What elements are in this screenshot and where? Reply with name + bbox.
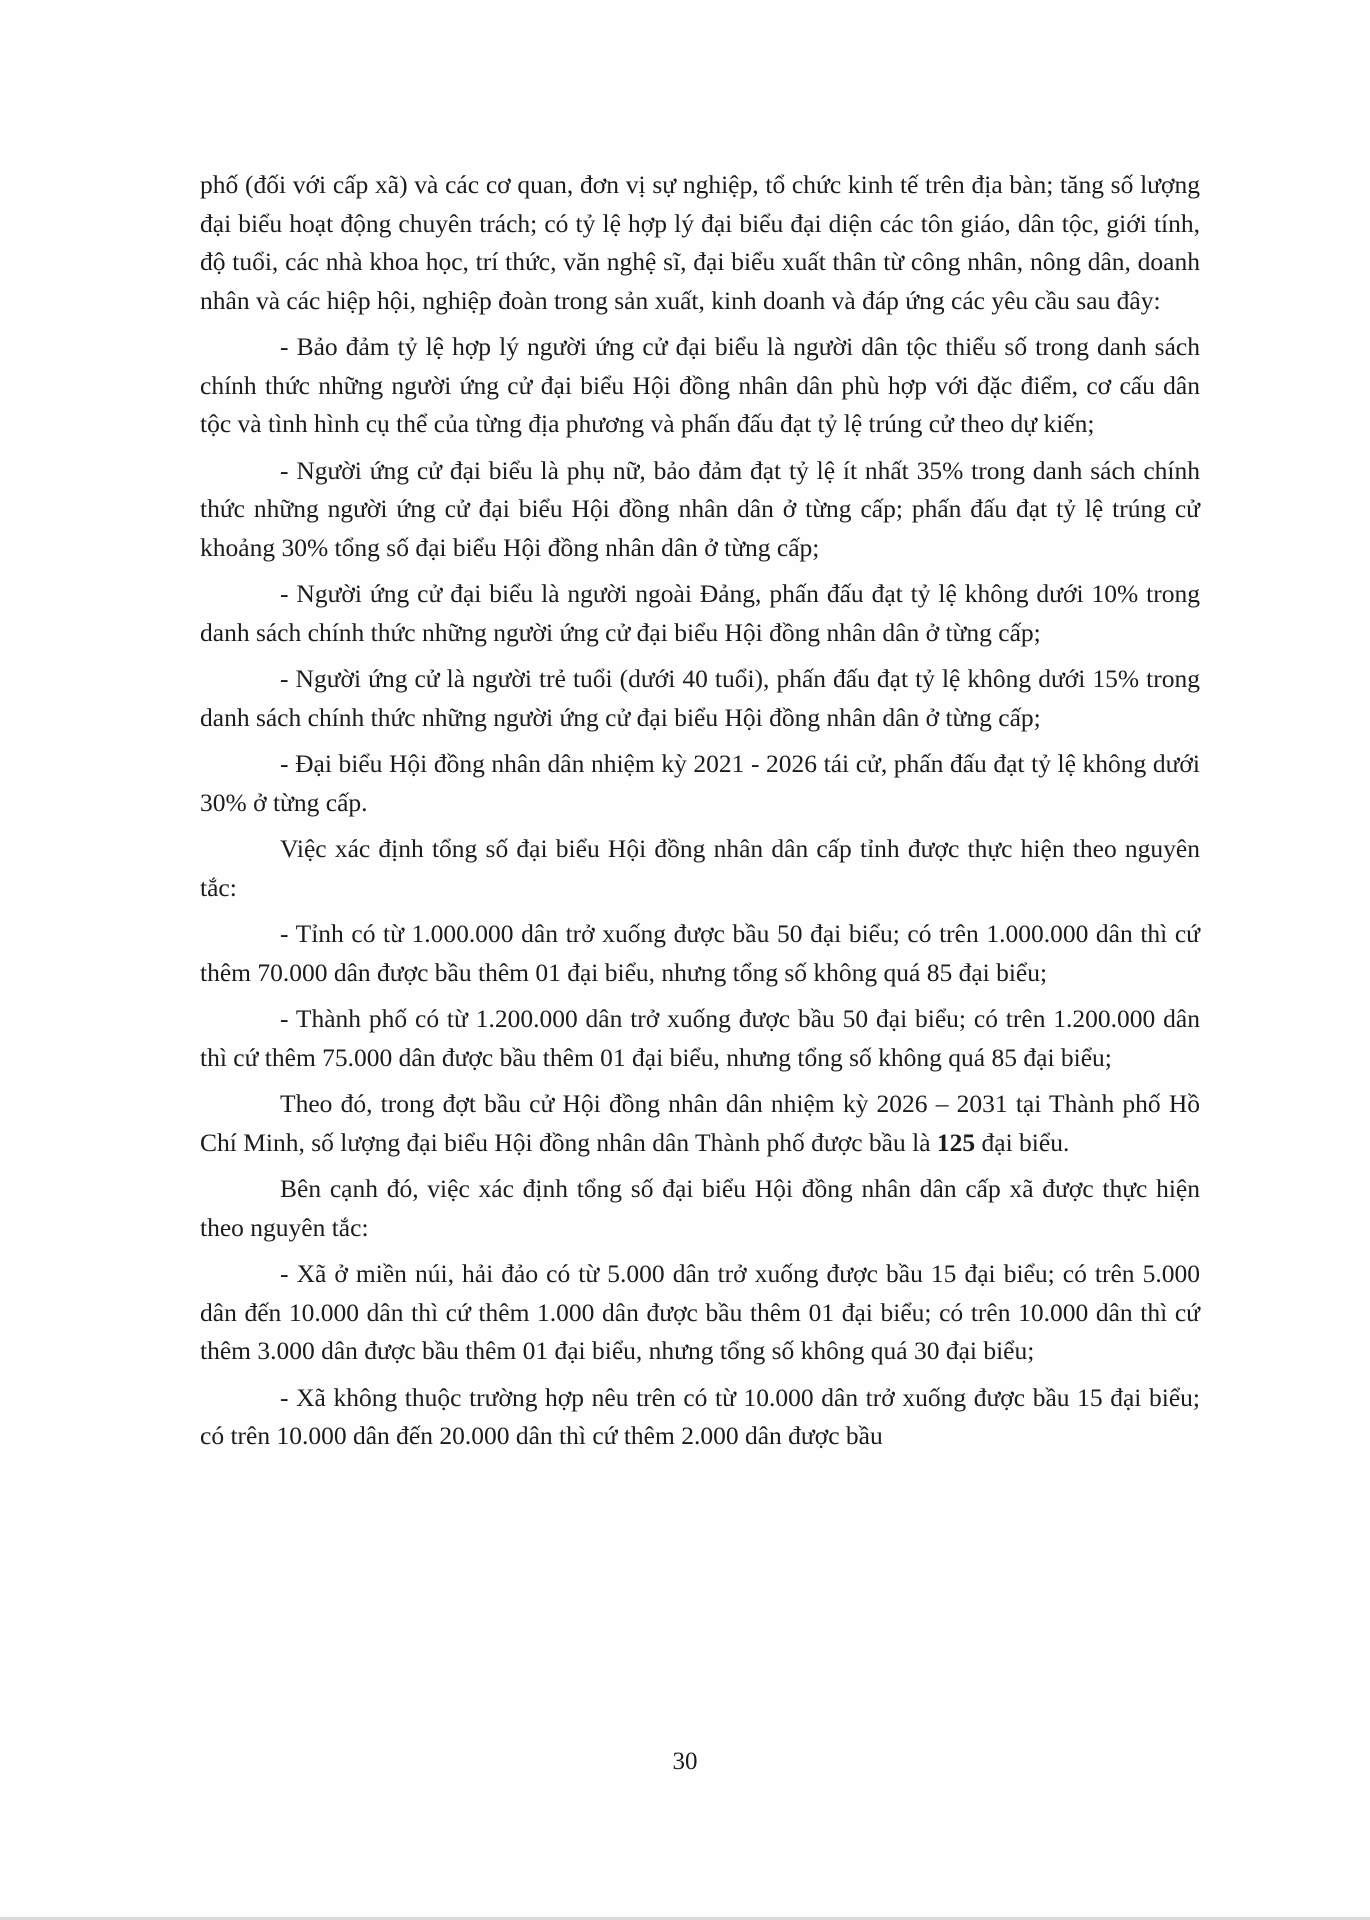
hcmc-text-before: Theo đó, trong đợt bầu cử Hội đồng nhân dân nhiệm kỳ 2026 – 2031 tại Thành phố Hồ Chí Minh, số lượng đại biểu Hội đồng nhân dân Thành phố được bầu là	[200, 1089, 1200, 1157]
page-number: 30	[672, 1748, 698, 1775]
paragraph-mountain-island-commune-rule: - Xã ở miền núi, hải đảo có từ 5.000 dân trở xuống được bầu 15 đại biểu; có trên 5.000 dân đến 10.000 dân thì cứ thêm 1.000 dân được bầu thêm 01 đại biểu; có trên 10.000 dân thì cứ thêm 3.000 dân được bầu thêm 01 đại biểu, nhưng tổng số không quá 30 đại biểu;	[200, 1259, 1200, 1365]
paragraph-young-people-ratio: - Người ứng cử là người trẻ tuổi (dưới 40 tuổi), phấn đấu đạt tỷ lệ không dưới 15% trong danh sách chính thức những người ứng cử đại biểu Hội đồng nhân dân ở từng cấp;	[200, 664, 1200, 732]
paragraph-ethnic-minority-ratio: - Bảo đảm tỷ lệ hợp lý người ứng cử đại biểu là người dân tộc thiểu số trong danh sách chính thức những người ứng cử đại biểu Hội đồng nhân dân phù hợp với đặc điểm, cơ cấu dân tộc và tình hình cụ thể của từng địa phương và phấn đấu đạt tỷ lệ trúng cử theo dự kiến;	[200, 332, 1200, 438]
paragraph-city-rule: - Thành phố có từ 1.200.000 dân trở xuống được bầu 50 đại biểu; có trên 1.200.000 dân thì cứ thêm 75.000 dân được bầu thêm 01 đại biểu, nhưng tổng số không quá 85 đại biểu;	[200, 1004, 1200, 1072]
document-body	[200, 166, 1200, 1464]
hcmc-text-after: đại biểu.	[975, 1127, 1070, 1157]
paragraph-province-rule: - Tỉnh có từ 1.000.000 dân trở xuống được bầu 50 đại biểu; có trên 1.000.000 dân thì cứ thêm 70.000 dân được bầu thêm 01 đại biểu, nhưng tổng số không quá 85 đại biểu;	[200, 919, 1200, 987]
paragraph-continuation: phố (đối với cấp xã) và các cơ quan, đơn vị sự nghiệp, tổ chức kinh tế trên địa bàn; tăng số lượng đại biểu hoạt động chuyên trách; có tỷ lệ hợp lý đại biểu đại diện các tôn giáo, dân tộc, giới tính, độ tuổi, các nhà khoa học, trí thức, văn nghệ sĩ, đại biểu xuất thân từ công nhân, nông dân, doanh nhân và các hiệp hội, nghiệp đoàn trong sản xuất, kinh doanh và đáp ứng các yêu cầu sau đây:	[200, 170, 1200, 315]
paragraph-provincial-principle: Việc xác định tổng số đại biểu Hội đồng nhân dân cấp tỉnh được thực hiện theo nguyên tắc:	[200, 834, 1200, 902]
paragraph-other-commune-rule: - Xã không thuộc trường hợp nêu trên có từ 10.000 dân trở xuống được bầu 15 đại biểu; có trên 10.000 dân đến 20.000 dân thì cứ thêm 2.000 dân được bầu	[200, 1382, 1200, 1450]
hcmc-delegate-number: 125	[936, 1127, 976, 1157]
paragraph-non-party-ratio: - Người ứng cử đại biểu là người ngoài Đảng, phấn đấu đạt tỷ lệ không dưới 10% trong danh sách chính thức những người ứng cử đại biểu Hội đồng nhân dân ở từng cấp;	[200, 579, 1200, 647]
paragraph-women-ratio: - Người ứng cử đại biểu là phụ nữ, bảo đảm đạt tỷ lệ ít nhất 35% trong danh sách chính thức những người ứng cử đại biểu Hội đồng nhân dân ở từng cấp; phấn đấu đạt tỷ lệ trúng cử khoảng 30% tổng số đại biểu Hội đồng nhân dân ở từng cấp;	[200, 455, 1200, 562]
paragraph-reelection-ratio: - Đại biểu Hội đồng nhân dân nhiệm kỳ 2021 - 2026 tái cử, phấn đấu đạt tỷ lệ không dưới 30% ở từng cấp.	[200, 749, 1200, 817]
paragraph-hcmc-delegate-count	[200, 1085, 1200, 1162]
paragraph-commune-principle: Bên cạnh đó, việc xác định tổng số đại biểu Hội đồng nhân dân cấp xã được thực hiện theo nguyên tắc:	[200, 1174, 1200, 1242]
